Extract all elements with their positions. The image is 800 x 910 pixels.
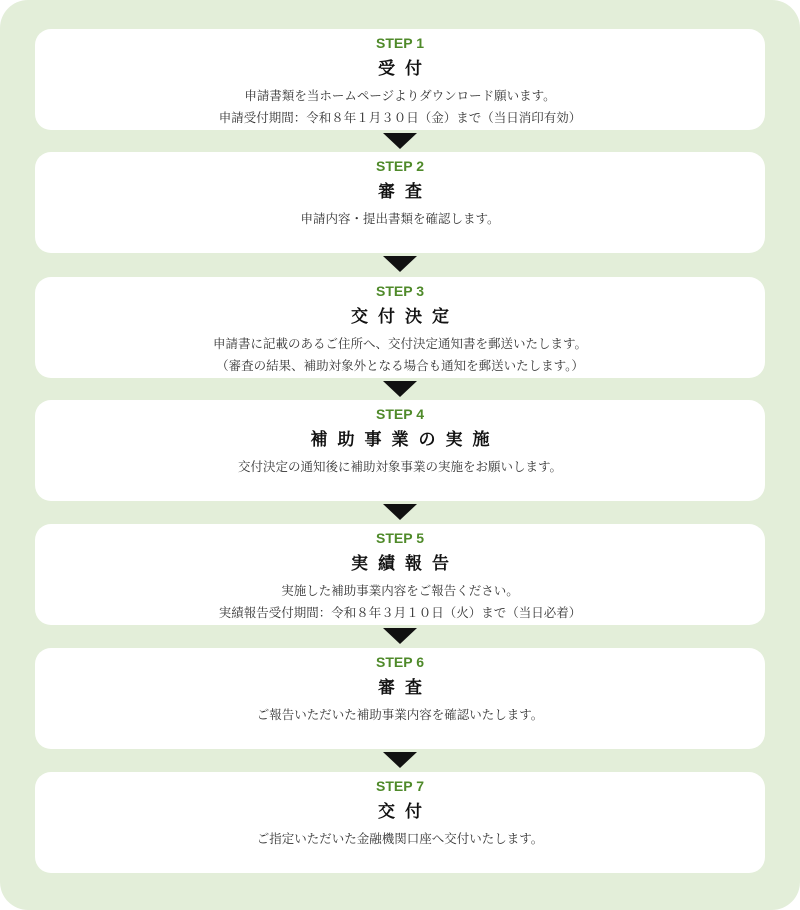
step-card-1 [35, 29, 765, 130]
step-title: 審査 [378, 678, 432, 698]
step-card-5 [35, 524, 765, 625]
step-description: ご報告いただいた補助事業内容を確認いたします。 [256, 707, 544, 722]
step-card-2 [35, 152, 765, 253]
step-label: STEP 2 [376, 158, 424, 174]
step-title: 交付 [378, 802, 432, 822]
step-card-4 [35, 400, 765, 501]
step-description: 申請内容・提出書類を確認します。 [300, 211, 500, 226]
down-arrow-icon [383, 628, 417, 644]
step-title: 交付決定 [351, 307, 459, 327]
down-arrow-icon [383, 256, 417, 272]
down-arrow-icon [383, 133, 417, 149]
step-card-6 [35, 648, 765, 749]
step-description: 申請書に記載のあるご住所へ、交付決定通知書を郵送いたします。 [212, 336, 587, 351]
down-arrow-icon [383, 752, 417, 768]
step-description: （審査の結果、補助対象外となる場合も通知を郵送いたします。） [216, 358, 584, 373]
step-description: 実績報告受付期間：令和８年３月１０日（火）まで（当日必着） [218, 605, 582, 620]
step-card-3 [35, 277, 765, 378]
down-arrow-icon [383, 504, 417, 520]
step-label: STEP 1 [376, 35, 424, 51]
step-description: 申請書類を当ホームページよりダウンロード願います。 [244, 88, 556, 103]
step-label: STEP 4 [376, 406, 424, 422]
step-label: STEP 7 [376, 778, 424, 794]
step-description: 実施した補助事業内容をご報告ください。 [281, 583, 519, 598]
step-title: 実績報告 [351, 554, 459, 574]
down-arrow-icon [383, 381, 417, 397]
step-description: 交付決定の通知後に補助対象事業の実施をお願いします。 [237, 459, 562, 474]
step-card-7 [35, 772, 765, 873]
step-title: 審査 [378, 182, 432, 202]
step-title: 補助事業の実施 [310, 430, 500, 450]
step-title: 受付 [378, 59, 432, 79]
step-description: ご指定いただいた金融機関口座へ交付いたします。 [256, 831, 544, 846]
step-label: STEP 5 [376, 530, 424, 546]
step-label: STEP 6 [376, 654, 424, 670]
step-description: 申請受付期間：令和８年１月３０日（金）まで（当日消印有効） [218, 110, 582, 125]
step-label: STEP 3 [376, 283, 424, 299]
